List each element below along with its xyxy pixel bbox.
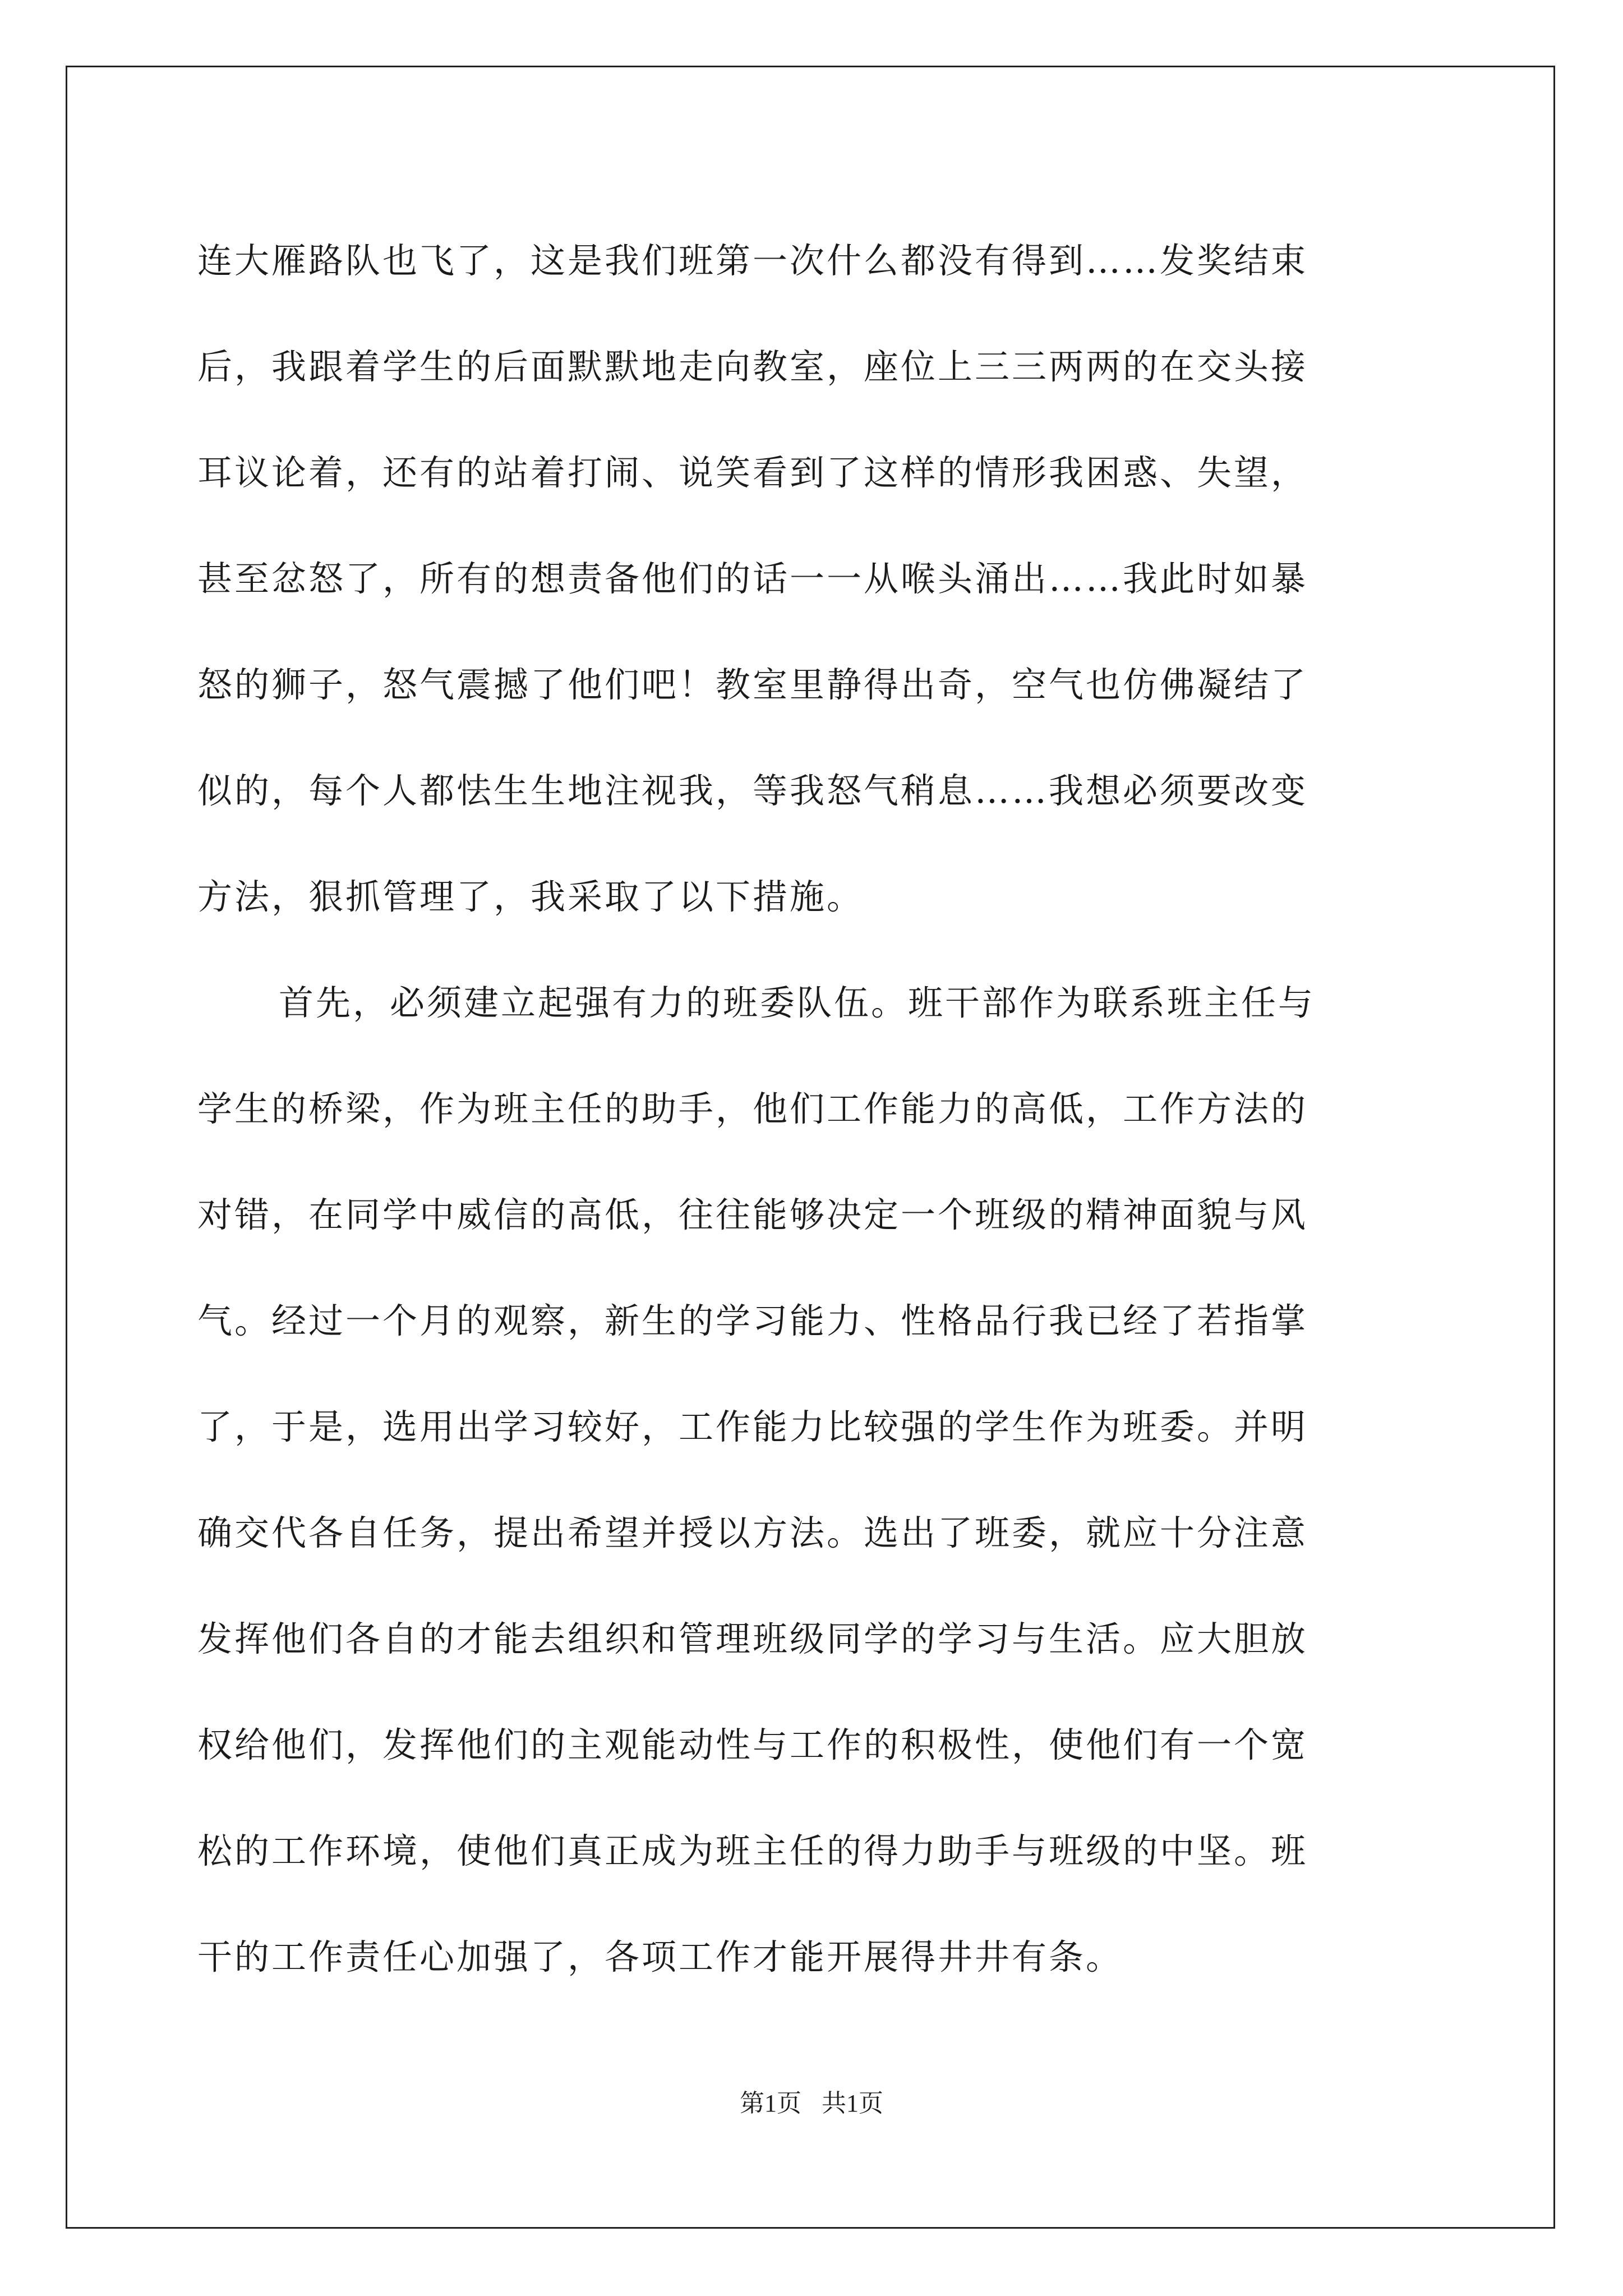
text-line: 权给他们，发挥他们的主观能动性与工作的积极性，使他们有一个宽 xyxy=(197,1724,1308,1765)
page-number: 第1页 xyxy=(740,2090,801,2117)
paragraph-1 xyxy=(197,208,1431,950)
text-line: 耳议论着，还有的站着打闹、说笑看到了这样的情形我困惑、失望， xyxy=(197,452,1308,493)
text-line: 发挥他们各自的才能去组织和管理班级同学的学习与生活。应大胆放 xyxy=(197,1618,1308,1659)
text-line: 学生的桥梁，作为班主任的助手，他们工作能力的高低，工作方法的 xyxy=(197,1088,1308,1129)
text-line: 确交代各自任务，提出希望并授以方法。选出了班委，就应十分注意 xyxy=(197,1512,1308,1553)
document-body xyxy=(197,208,1431,2010)
text-line: 似的，每个人都怯生生地注视我，等我怒气稍息……我想必须要改变 xyxy=(197,770,1308,811)
text-line: 对错，在同学中威信的高低，往往能够决定一个班级的精神面貌与风 xyxy=(197,1194,1308,1235)
text-line: 气。经过一个月的观察，新生的学习能力、性格品行我已经了若指掌 xyxy=(197,1300,1308,1341)
text-line: 了，于是，选用出学习较好，工作能力比较强的学生作为班委。并明 xyxy=(197,1406,1308,1447)
text-line: 甚至忿怒了，所有的想责备他们的话一一从喉头涌出……我此时如暴 xyxy=(197,558,1308,599)
text-line: 松的工作环境，使他们真正成为班主任的得力助手与班级的中坚。班 xyxy=(197,1830,1308,1871)
text-line: 方法，狠抓管理了，我采取了以下措施。 xyxy=(197,876,864,917)
text-line: 连大雁路队也飞了，这是我们班第一次什么都没有得到……发奖结束 xyxy=(197,240,1308,281)
text-line: 后，我跟着学生的后面默默地走向教室，座位上三三两两的在交头接 xyxy=(197,346,1308,387)
page-count: 共1页 xyxy=(822,2090,883,2117)
text-line: 怒的狮子，怒气震撼了他们吧！教室里静得出奇，空气也仿佛凝结了 xyxy=(197,664,1308,705)
text-line: 干的工作责任心加强了，各项工作才能开展得井井有条。 xyxy=(197,1936,1123,1977)
paragraph-2 xyxy=(197,950,1431,2010)
page-footer xyxy=(0,2087,1623,2120)
text-line: 首先，必须建立起强有力的班委队伍。班干部作为联系班主任与 xyxy=(279,982,1316,1023)
